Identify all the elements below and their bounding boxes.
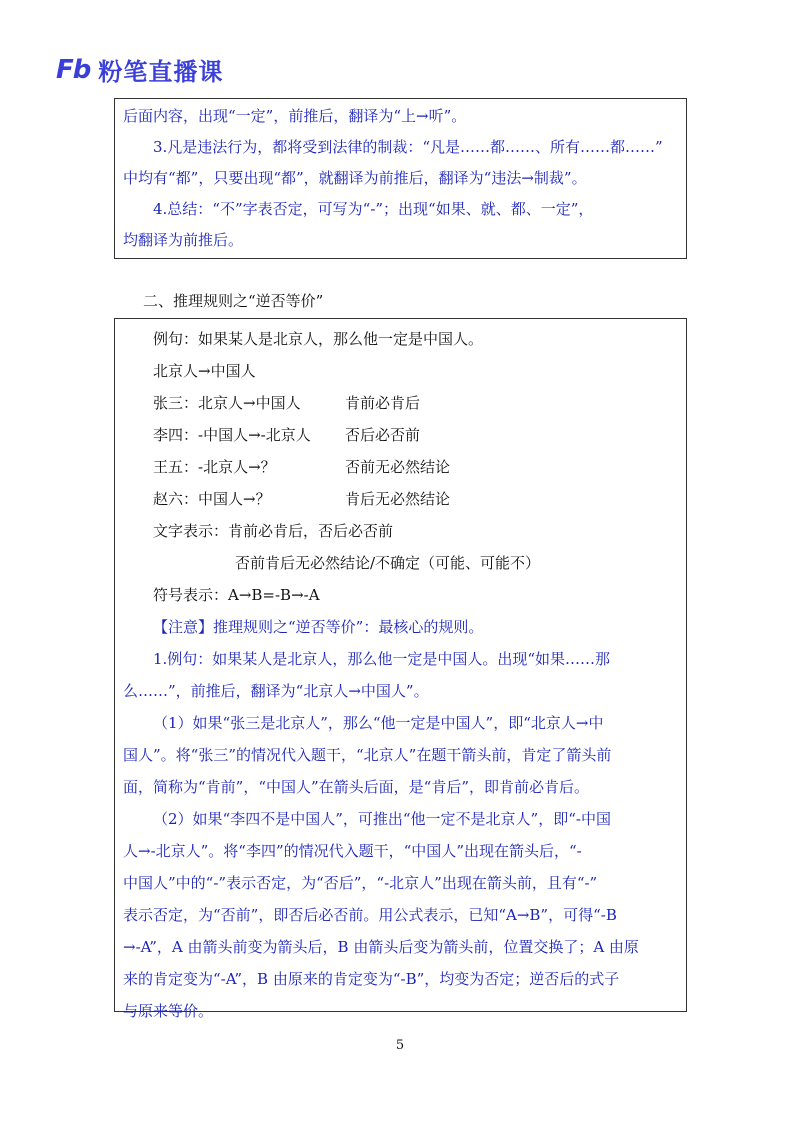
page-number: 5 — [395, 1038, 405, 1053]
rules-box — [114, 318, 687, 1020]
summary-box — [114, 98, 687, 259]
text-representation: 文字表示：肯前必肯后，否后必否前 — [153, 522, 394, 540]
logo-text: 粉笔直播课 — [98, 58, 224, 86]
brand-logo — [56, 52, 223, 87]
example-sentence: 例句：如果某人是北京人，那么他一定是中国人。 — [153, 330, 484, 348]
explanation-line: 表示否定，为“否前”，即否后必否前。用公式表示，已知“A→B”，可得“-B — [123, 906, 617, 924]
summary-line: 3.凡是违法行为，都将受到法律的制裁：“凡是……都……、所有……都……” — [153, 138, 663, 156]
summary-line: 中均有“都”，只要出现“都”，就翻译为前推后，翻译为“违法→制裁”。 — [123, 169, 587, 187]
case-right: 肯前必肯后 — [345, 394, 421, 412]
explanation-line: （1）如果“张三是北京人”，那么“他一定是中国人”，即“北京人→中 — [153, 714, 604, 732]
case-right: 否前无必然结论 — [345, 458, 451, 476]
case-row — [123, 419, 678, 451]
explanation-line: 1.例句：如果某人是北京人，那么他一定是中国人。出现“如果……那 — [153, 650, 610, 668]
summary-line: 4.总结：“不”字表否定，可写为“-”；出现“如果、就、都、一定”， — [153, 200, 594, 218]
section-title: 二、推理规则之“逆否等价” — [143, 292, 324, 310]
summary-line: 后面内容，出现“一定”，前推后，翻译为“上→听”。 — [123, 107, 467, 125]
case-left: 李四：-中国人→-北京人 — [153, 426, 311, 444]
explanation-line: 人→-北京人”。将“李四”的情况代入题干，“中国人”出现在箭头后，“- — [123, 842, 582, 860]
explanation-line: （2）如果“李四不是中国人”，可推出“他一定不是北京人”，即“-中国 — [153, 810, 611, 828]
explanation-line: 中国人”中的“-”表示否定，为“否后”，“-北京人”出现在箭头前，且有“-” — [123, 874, 598, 892]
formula: 北京人→中国人 — [153, 362, 256, 380]
explanation-line: 与原来等价。 — [123, 1002, 214, 1020]
case-row — [123, 483, 678, 515]
case-right: 否后必否前 — [345, 426, 421, 444]
explanation-line: 来的肯定变为“-A”，B 由原来的肯定变为“-B”，均变为否定；逆否后的式子 — [123, 970, 620, 988]
explanation-line: →-A”，A 由箭头前变为箭头后，B 由箭头后变为箭头前，位置交换了；A 由原 — [123, 938, 639, 956]
summary-line: 均翻译为前推后。 — [123, 231, 244, 249]
explanation-line: 国人”。将“张三”的情况代入题干，“北京人”在题干箭头前，肯定了箭头前 — [123, 746, 612, 764]
case-left: 赵六：中国人→？ — [153, 490, 271, 508]
explanation-line: 么……”，前推后，翻译为“北京人→中国人”。 — [123, 682, 429, 700]
case-row — [123, 387, 678, 419]
logo-mark: Fb — [56, 54, 91, 85]
case-row — [123, 451, 678, 483]
case-left: 王五：-北京人→？ — [153, 458, 276, 476]
note-line: 【注意】推理规则之“逆否等价”：最核心的规则。 — [153, 618, 484, 636]
text-representation-cont: 否前肯后无必然结论/不确定（可能、可能不） — [235, 554, 541, 572]
explanation-line: 面，简称为“肯前”，“中国人”在箭头后面，是“肯后”，即肯前必肯后。 — [123, 778, 590, 796]
case-left: 张三：北京人→中国人 — [153, 394, 301, 412]
case-right: 肯后无必然结论 — [345, 490, 451, 508]
symbol-representation: 符号表示：A→B=-B→-A — [153, 586, 320, 604]
